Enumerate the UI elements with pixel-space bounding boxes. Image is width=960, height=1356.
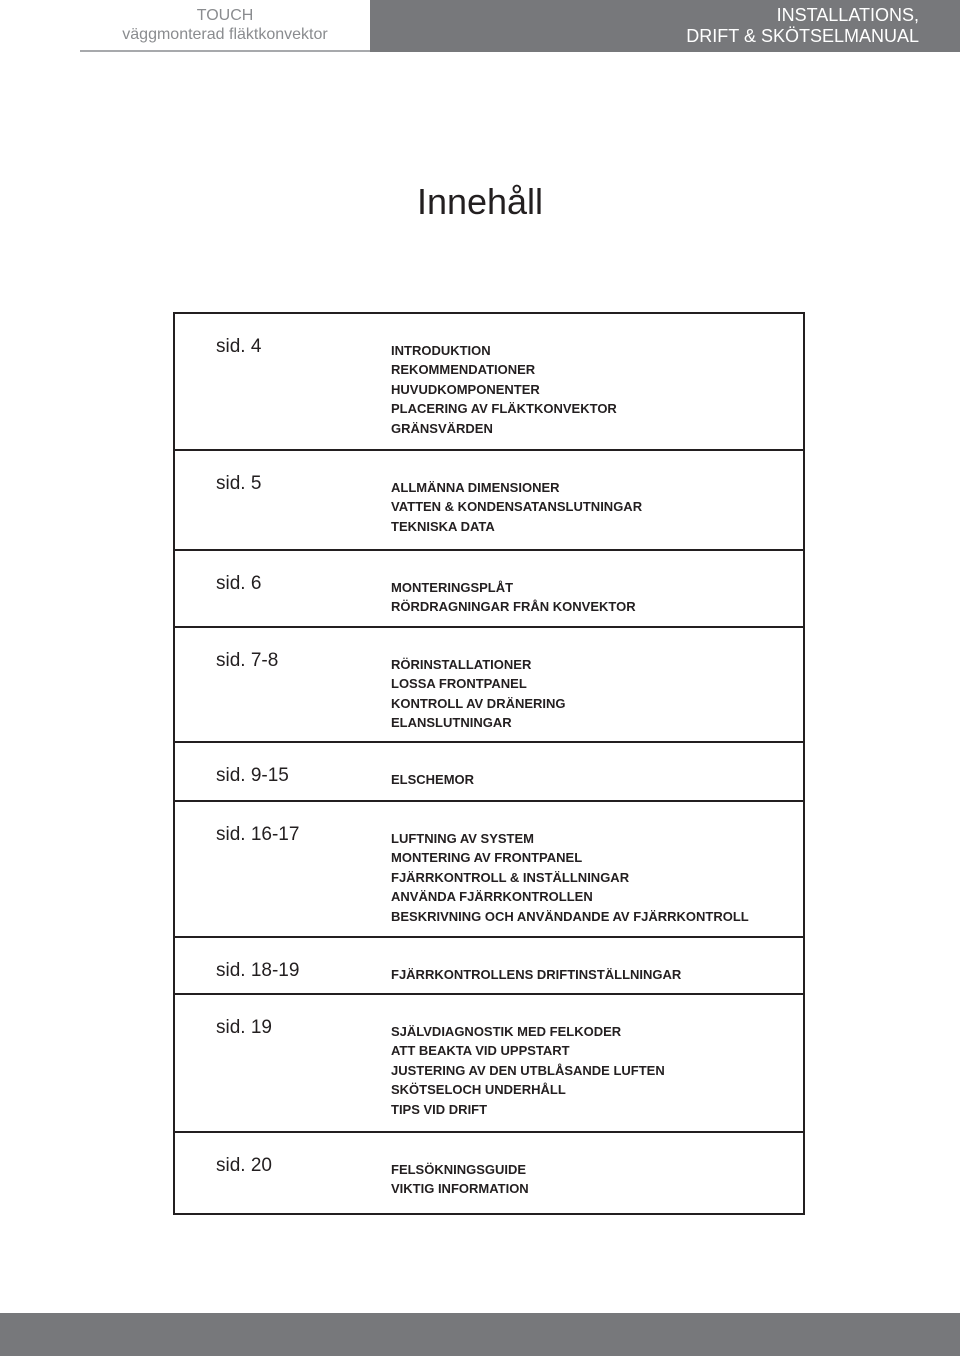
toc-entry: REKOMMENDATIONER bbox=[391, 362, 536, 378]
toc-entry-list bbox=[391, 578, 636, 617]
toc-entry: TEKNISKA DATA bbox=[391, 518, 495, 534]
toc-section bbox=[175, 314, 803, 451]
footer-bar bbox=[0, 1313, 960, 1356]
toc-section bbox=[175, 938, 803, 995]
table-of-contents bbox=[173, 312, 805, 1215]
toc-entry: HUVUDKOMPONENTER bbox=[391, 381, 540, 397]
toc-entry: ALLMÄNNA DIMENSIONER bbox=[391, 480, 560, 495]
toc-entry-list bbox=[391, 965, 681, 984]
toc-entry: MONTERING AV FRONTPANEL bbox=[391, 850, 583, 866]
toc-section bbox=[175, 628, 803, 743]
toc-page-number: sid. 19 bbox=[216, 1017, 272, 1038]
toc-entry: LOSSA FRONTPANEL bbox=[391, 676, 527, 692]
toc-entry: SKÖTSELOCH UNDERHÅLL bbox=[391, 1082, 566, 1098]
toc-page-number: sid. 18-19 bbox=[216, 960, 300, 981]
toc-entry: VIKTIG INFORMATION bbox=[391, 1181, 529, 1197]
toc-entry-list bbox=[391, 829, 749, 926]
toc-page-number: sid. 20 bbox=[216, 1155, 272, 1176]
toc-section bbox=[175, 995, 803, 1133]
toc-entry: VATTEN & KONDENSATANSLUTNINGAR bbox=[391, 499, 643, 515]
toc-entry-list bbox=[391, 655, 566, 733]
toc-page-number: sid. 4 bbox=[216, 336, 262, 357]
toc-entry: KONTROLL AV DRÄNERING bbox=[391, 695, 566, 711]
header-manual-line1: INSTALLATIONS, bbox=[776, 5, 919, 25]
toc-entry: FELSÖKNINGSGUIDE bbox=[391, 1162, 527, 1177]
header-product bbox=[80, 0, 370, 52]
toc-entry: PLACERING AV FLÄKTKONVEKTOR bbox=[391, 401, 617, 417]
toc-entry: RÖRINSTALLATIONER bbox=[391, 657, 532, 672]
toc-entry: TIPS VID DRIFT bbox=[391, 1101, 488, 1117]
toc-entry: ANVÄNDA FJÄRRKONTROLLEN bbox=[391, 889, 593, 905]
toc-entry: JUSTERING AV DEN UTBLÅSANDE LUFTEN bbox=[391, 1062, 665, 1078]
toc-entry: MONTERINGSPLÅT bbox=[391, 580, 514, 595]
toc-entry-list bbox=[391, 341, 617, 438]
toc-section bbox=[175, 451, 803, 551]
toc-entry: BESKRIVNING OCH ANVÄNDANDE AV FJÄRRKONTROLL bbox=[391, 908, 749, 924]
toc-entry: ELANSLUTNINGAR bbox=[391, 715, 512, 731]
header-product-name: TOUCH bbox=[196, 7, 254, 24]
toc-entry: LUFTNING AV SYSTEM bbox=[391, 831, 534, 846]
toc-entry: INTRODUKTION bbox=[391, 343, 491, 358]
toc-page-number: sid. 7-8 bbox=[216, 650, 279, 671]
toc-entry: FJÄRRKONTROLL & INSTÄLLNINGAR bbox=[391, 869, 630, 885]
header-manual-line2: DRIFT & SKÖTSELMANUAL bbox=[686, 26, 919, 46]
toc-entry: ELSCHEMOR bbox=[391, 772, 475, 787]
toc-section bbox=[175, 1133, 803, 1215]
toc-section bbox=[175, 743, 803, 802]
toc-entry: RÖRDRAGNINGAR FRÅN KONVEKTOR bbox=[391, 599, 636, 615]
toc-page-number: sid. 9-15 bbox=[216, 765, 289, 786]
toc-section bbox=[175, 802, 803, 938]
header-manual-title bbox=[370, 0, 960, 52]
toc-entry: FJÄRRKONTROLLENS DRIFTINSTÄLLNINGAR bbox=[391, 967, 682, 982]
page-title: Innehåll bbox=[416, 181, 544, 222]
toc-section bbox=[175, 551, 803, 628]
toc-entry: GRÄNSVÄRDEN bbox=[391, 420, 493, 436]
header-product-subtitle: väggmonterad fläktkonvektor bbox=[122, 26, 328, 43]
toc-page-number: sid. 5 bbox=[216, 473, 262, 494]
toc-entry-list bbox=[391, 1160, 529, 1199]
toc-entry-list bbox=[391, 770, 474, 789]
toc-entry-list bbox=[391, 478, 642, 536]
toc-entry: SJÄLVDIAGNOSTIK MED FELKODER bbox=[391, 1024, 622, 1039]
toc-page-number: sid. 6 bbox=[216, 573, 262, 594]
toc-entry-list bbox=[391, 1022, 665, 1119]
toc-page-number: sid. 16-17 bbox=[216, 824, 300, 845]
toc-entry: ATT BEAKTA VID UPPSTART bbox=[391, 1043, 570, 1059]
